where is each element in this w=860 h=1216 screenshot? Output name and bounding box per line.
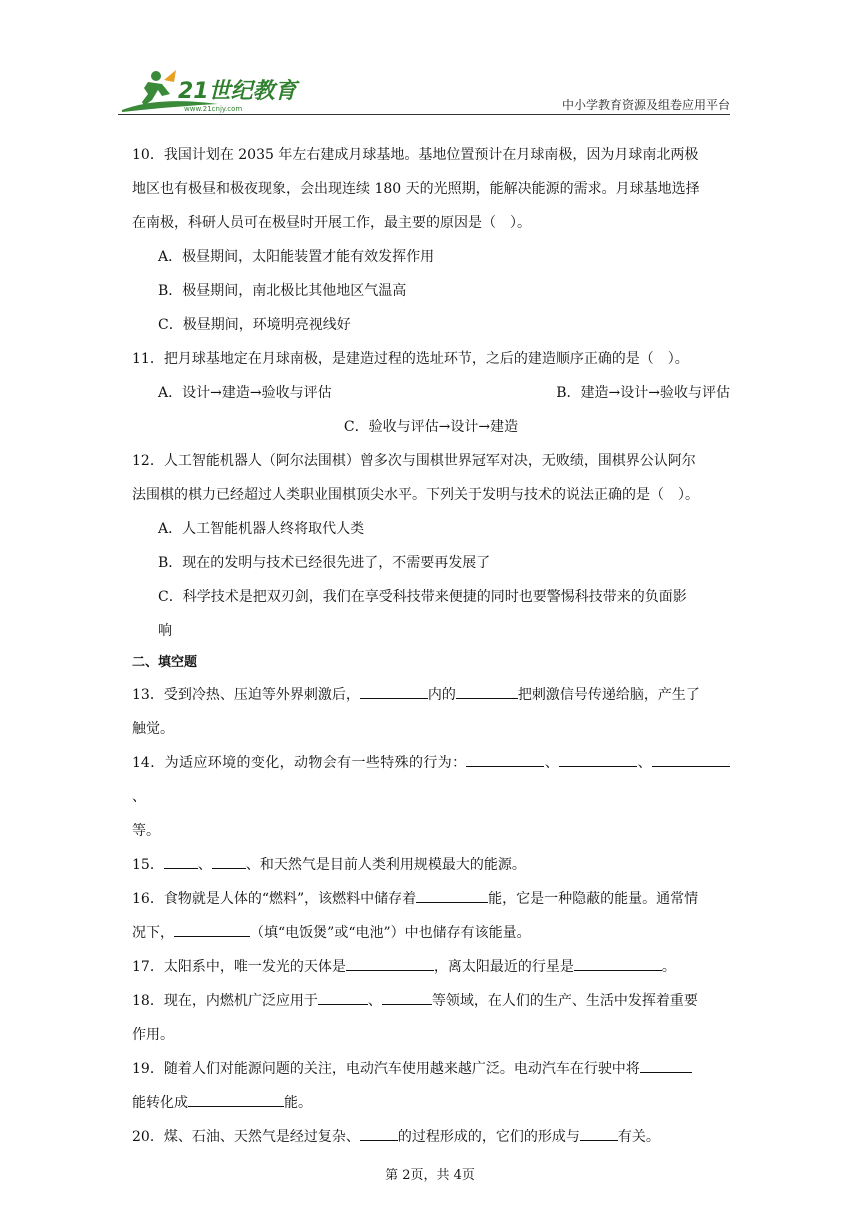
question-14 — [132, 746, 730, 848]
q14-line1: 14．为适应环境的变化，动物会有一些特殊的行为： 、 、、 — [132, 746, 730, 814]
svg-text:21世纪教育: 21世纪教育 — [178, 79, 297, 104]
q16-line1: 16．食物就是人体的“燃料”，该燃料中储存着 能，它是一种隐蔽的能量。通常情 — [132, 882, 730, 916]
answer-blank[interactable] — [652, 752, 730, 767]
question-13 — [132, 678, 730, 746]
answer-blank[interactable] — [174, 922, 250, 937]
question-content — [132, 138, 730, 1154]
q12-option-a: A．人工智能机器人终将取代人类 — [158, 521, 365, 537]
question-10 — [132, 138, 730, 342]
question-16 — [132, 882, 730, 950]
answer-blank[interactable] — [382, 990, 432, 1005]
q11-option-b: B．建造→设计→验收与评估 — [556, 385, 730, 401]
q19-line2: 能转化成 能。 — [132, 1086, 730, 1120]
q18-line1: 18．现在，内燃机广泛应用于 、 等领域，在人们的生产、生活中发挥着重要 — [132, 984, 730, 1018]
question-12 — [132, 444, 730, 648]
answer-blank[interactable] — [559, 752, 637, 767]
q13-line2: 触觉。 — [132, 721, 174, 737]
page-footer: 第 2页，共 4页 — [385, 1168, 475, 1183]
answer-blank[interactable] — [212, 854, 246, 869]
answer-blank[interactable] — [360, 684, 428, 699]
q11-stem: 11．把月球基地定在月球南极，是建造过程的选址环节，之后的建造顺序正确的是（ ）。 — [132, 351, 689, 367]
header-divider — [118, 114, 730, 115]
question-19 — [132, 1052, 730, 1120]
page-header — [118, 66, 730, 118]
question-11 — [132, 342, 730, 444]
answer-blank[interactable] — [456, 684, 518, 699]
answer-blank[interactable] — [346, 956, 434, 971]
q12-option-b: B．现在的发明与技术已经很先进了，不需要再发展了 — [158, 555, 491, 571]
answer-blank[interactable] — [188, 1092, 284, 1107]
q10-stem-line1: 10．我国计划在 2035 年左右建成月球基地。基地位置预计在月球南极，因为月球南北两极 — [132, 147, 699, 163]
question-15: 15． 、 、和天然气是目前人类利用规模最大的能源。 — [132, 848, 730, 882]
site-logo — [118, 66, 318, 116]
platform-name: 中小学教育资源及组卷应用平台 — [561, 98, 730, 112]
q16-line2: 况下， （填“电饭煲”或“电池”）中也储存有该能量。 — [132, 916, 730, 950]
q11-options-row — [132, 376, 730, 410]
svg-text:www.21cnjy.com: www.21cnjy.com — [184, 105, 243, 113]
answer-blank[interactable] — [574, 956, 662, 971]
section-heading: 二、填空题 — [132, 655, 198, 670]
q11-option-c: C．验收与评估→设计→建造 — [343, 419, 519, 435]
q12-stem-line1: 12．人工智能机器人（阿尔法围棋）曾多次与围棋世界冠军对决，无败绩，围棋界公认阿尔 — [132, 453, 696, 469]
q19-line1: 19．随着人们对能源问题的关注，电动汽车使用越来越广泛。电动汽车在行驶中将 — [132, 1052, 730, 1086]
question-18 — [132, 984, 730, 1052]
q10-stem-line2: 地区也有极昼和极夜现象，会出现连续 180 天的光照期，能解决能源的需求。月球基地选择 — [132, 181, 700, 197]
answer-blank[interactable] — [318, 990, 368, 1005]
answer-blank[interactable] — [466, 752, 544, 767]
q12-stem-line2: 法围棋的棋力已经超过人类职业围棋顶尖水平。下列关于发明与技术的说法正确的是（ ）。 — [132, 487, 699, 503]
q14-line2: 等。 — [132, 823, 160, 839]
q18-line2: 作用。 — [132, 1027, 174, 1043]
q12-option-c-line2: 响 — [158, 623, 172, 639]
answer-blank[interactable] — [580, 1126, 618, 1141]
q10-stem-line3: 在南极，科研人员可在极昼时开展工作，最主要的原因是（ ）。 — [132, 215, 531, 231]
q11-option-a: A．设计→建造→验收与评估 — [158, 385, 332, 401]
answer-blank[interactable] — [164, 854, 198, 869]
q10-option-a: A．极昼期间，太阳能装置才能有效发挥作用 — [158, 249, 435, 265]
answer-blank[interactable] — [360, 1126, 398, 1141]
q12-option-c-line1: C．科学技术是把双刃剑，我们在享受科技带来便捷的同时也要警惕科技带来的负面影 — [158, 589, 687, 605]
q10-option-b: B．极昼期间，南北极比其他地区气温高 — [158, 283, 407, 299]
answer-blank[interactable] — [640, 1058, 692, 1073]
q13-line1: 13．受到冷热、压迫等外界刺激后， 内的 把刺激信号传递给脑，产生了 — [132, 678, 730, 712]
answer-blank[interactable] — [416, 888, 488, 903]
question-17: 17．太阳系中，唯一发光的天体是 ，离太阳最近的行星是 。 — [132, 950, 730, 984]
question-20: 20．煤、石油、天然气是经过复杂、 的过程形成的，它们的形成与 有关。 — [132, 1120, 730, 1154]
q10-option-c: C．极昼期间，环境明亮视线好 — [158, 317, 351, 333]
